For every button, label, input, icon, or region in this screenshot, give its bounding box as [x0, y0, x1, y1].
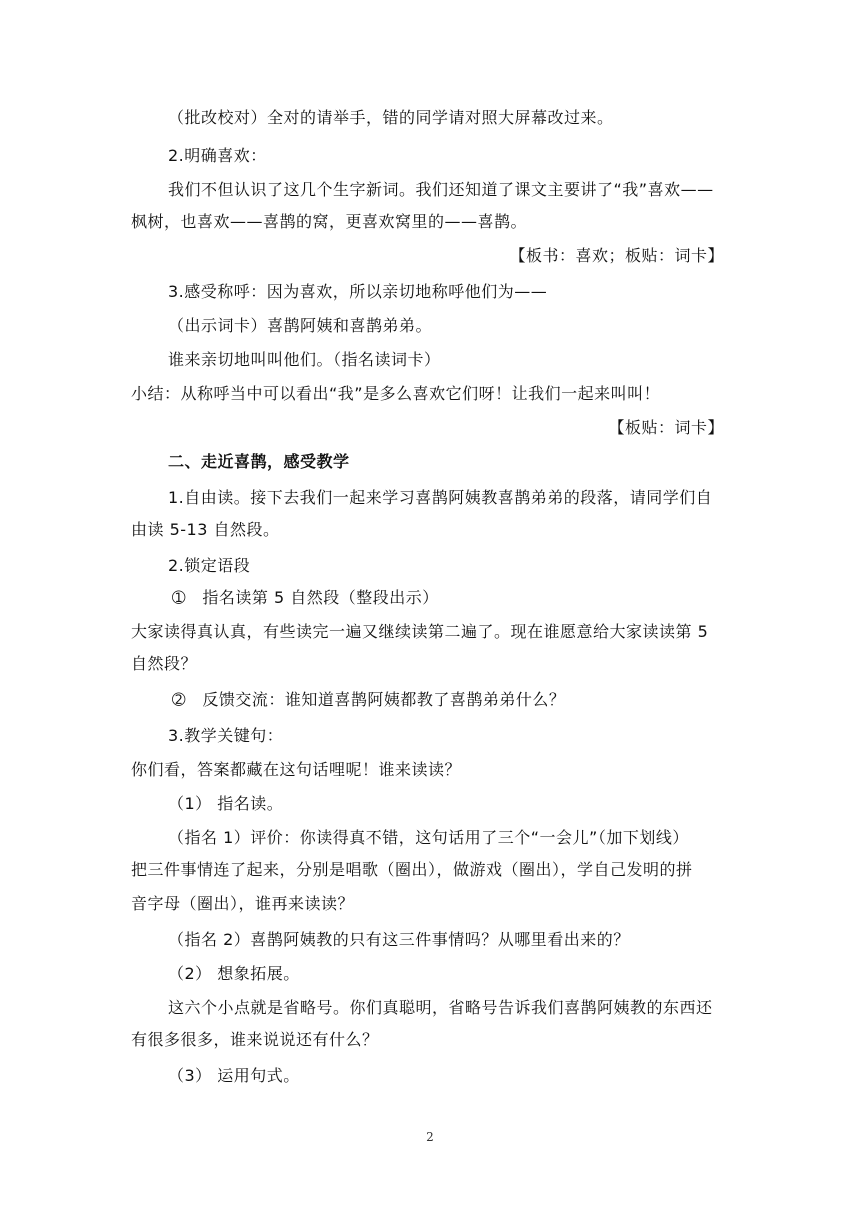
- section-heading: 3.教学关键句：: [168, 726, 284, 745]
- paragraph-line: 把三件事情连了起来，分别是唱歌（圈出），做游戏（圈出），学自己发明的拼: [131, 860, 693, 879]
- summary-line: 小结：从称呼当中可以看出“我”是多么喜欢它们呀！让我们一起来叫叫！: [131, 384, 661, 403]
- list-item: ➀ 指名读第 5 自然段（整段出示）: [172, 588, 439, 607]
- paragraph-line: （指名 1）评价：你读得真不错，这句话用了三个“一会儿”（加下划线）: [168, 828, 689, 847]
- paragraph-line: 1.自由读。接下去我们一起来学习喜鹊阿姨教喜鹊弟弟的段落，请同学们自: [168, 488, 713, 507]
- paragraph-line: 谁来亲切地叫叫他们。（指名读词卡）: [168, 350, 441, 369]
- paragraph-line: 这六个小点就是省略号。你们真聪明，省略号告诉我们喜鹊阿姨教的东西还: [168, 998, 713, 1017]
- section-heading: 2.明确喜欢：: [168, 146, 267, 165]
- page-number: 2: [426, 1130, 434, 1144]
- board-note: 【板贴：词卡】: [608, 418, 724, 437]
- paragraph-line: 我们不但认识了这几个生字新词。我们还知道了课文主要讲了“我”喜欢——: [168, 180, 714, 199]
- section-heading: 3.感受称呼：因为喜欢，所以亲切地称呼他们为——: [168, 282, 548, 301]
- list-item: （3） 运用句式。: [168, 1066, 300, 1085]
- paragraph-line: （指名 2）喜鹊阿姨教的只有这三件事情吗？从哪里看出来的？: [168, 930, 630, 949]
- list-item: （1） 指名读。: [168, 794, 284, 813]
- paragraph-line: 枫树，也喜欢——喜鹊的窝，更喜欢窝里的——喜鹊。: [131, 212, 528, 231]
- list-item: （2） 想象拓展。: [168, 964, 300, 983]
- paragraph-line: （出示词卡）喜鹊阿姨和喜鹊弟弟。: [168, 316, 433, 335]
- paragraph-line: 大家读得真认真，有些读完一遍又继续读第二遍了。现在谁愿意给大家读读第 5: [131, 622, 709, 641]
- section-heading: 2.锁定语段: [168, 556, 251, 575]
- chapter-heading: 二、走近喜鹊，感受教学: [168, 452, 350, 471]
- paragraph-line: 音字母（圈出），谁再来读读？: [131, 894, 355, 913]
- paragraph-line: 由读 5-13 自然段。: [131, 520, 280, 539]
- board-note: 【板书：喜欢；板贴：词卡】: [509, 246, 724, 265]
- list-item: ➁ 反馈交流：谁知道喜鹊阿姨都教了喜鹊弟弟什么？: [172, 690, 566, 709]
- paragraph-line: 有很多很多，谁来说说还有什么？: [131, 1030, 379, 1049]
- paragraph-line: 自然段？: [131, 654, 198, 673]
- paragraph-line: （批改校对）全对的请举手，错的同学请对照大屏幕改过来。: [168, 108, 614, 127]
- paragraph-line: 你们看，答案都藏在这句话哩呢！谁来读读？: [131, 760, 462, 779]
